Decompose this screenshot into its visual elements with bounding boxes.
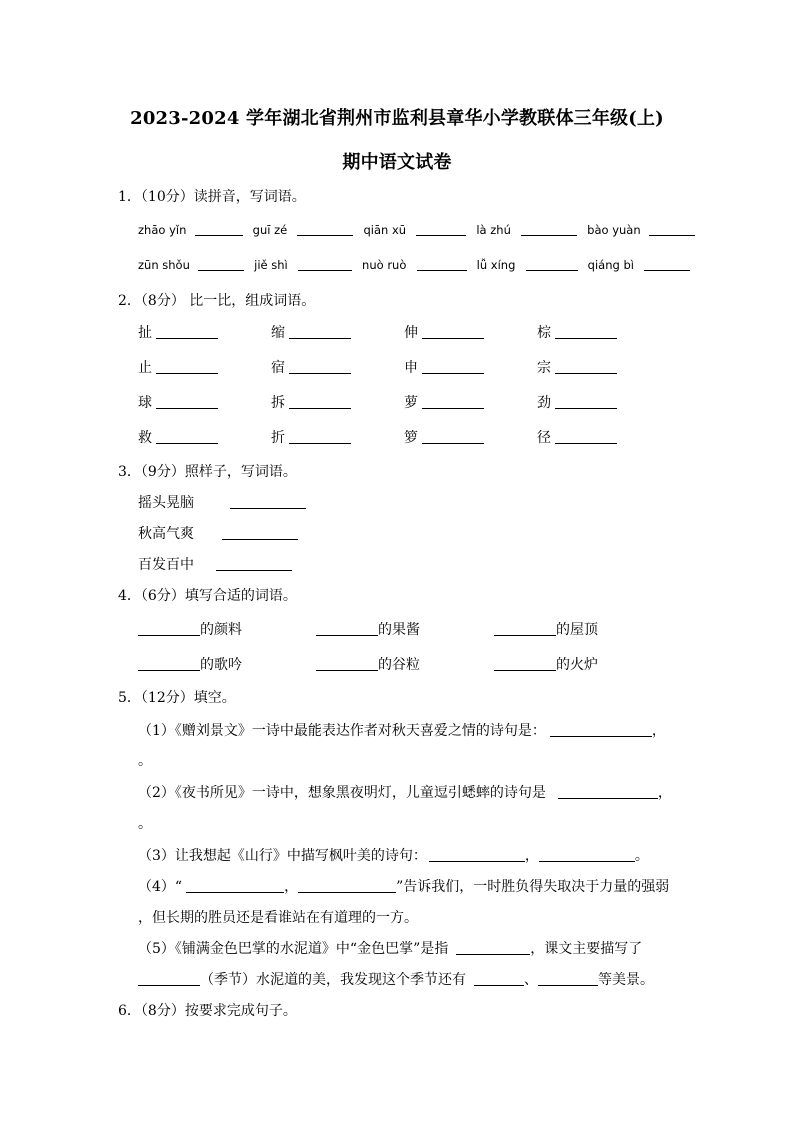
answer-blank[interactable] (539, 847, 635, 862)
answer-blank[interactable] (526, 256, 578, 271)
exam-title-line2: 期中语文试卷 (342, 152, 452, 173)
pinyin-item: bào yuàn (587, 223, 641, 237)
answer-blank[interactable] (494, 621, 556, 636)
answer-blank[interactable] (422, 429, 484, 444)
q4-cell (138, 654, 242, 674)
phrase-suffix: 的火炉 (556, 657, 598, 673)
punctuation: ， (651, 723, 666, 739)
q4-cell (316, 619, 420, 639)
q2-cell (537, 357, 617, 377)
answer-blank[interactable] (422, 324, 484, 339)
q5-part1 (138, 720, 666, 740)
punctuation: 、 (524, 972, 538, 988)
question-text: ，课文主要描写了 (530, 941, 643, 957)
q5-part3 (138, 845, 649, 865)
pinyin-item: qiān xū (363, 223, 407, 237)
character: 萝 (404, 395, 418, 411)
answer-blank[interactable] (555, 359, 617, 374)
question-text: 等美景。 (598, 972, 654, 988)
answer-blank[interactable] (298, 256, 352, 271)
answer-blank[interactable] (429, 847, 525, 862)
answer-blank[interactable] (138, 621, 200, 636)
character: 扯 (138, 325, 152, 341)
answer-blank[interactable] (289, 394, 351, 409)
q2-cell (537, 392, 617, 412)
question-text: （季节）水泥道的美，我发现这个季节还有 (200, 972, 466, 988)
pinyin-item: là zhú (476, 223, 511, 237)
q2-cell (138, 357, 218, 377)
answer-blank[interactable] (156, 429, 218, 444)
answer-blank[interactable] (289, 429, 351, 444)
q1-row1 (138, 221, 695, 238)
answer-blank[interactable] (230, 494, 306, 509)
character: 折 (271, 430, 285, 446)
character: 伸 (404, 325, 418, 341)
q5-part5-cont (138, 969, 654, 989)
character: 缩 (271, 325, 285, 341)
q5-part2 (138, 782, 672, 802)
answer-blank[interactable] (195, 221, 243, 236)
answer-blank[interactable] (156, 324, 218, 339)
q1-heading: 1．（10分）读拼音，写词语。 (118, 189, 306, 205)
answer-blank[interactable] (138, 656, 200, 671)
character: 拆 (271, 395, 285, 411)
q4-cell (316, 654, 420, 674)
punctuation: ， (657, 785, 672, 801)
answer-blank[interactable] (416, 221, 466, 236)
answer-blank[interactable] (156, 394, 218, 409)
phrase-suffix: 的颜料 (200, 622, 242, 638)
answer-blank[interactable] (521, 221, 577, 236)
q2-cell (537, 322, 617, 342)
character: 宗 (537, 360, 551, 376)
punctuation: ， (524, 848, 539, 864)
q5-part4-cont: ，但长期的胜员还是看谁站在有道理的一方。 (138, 910, 418, 926)
answer-blank[interactable] (222, 525, 298, 540)
answer-blank[interactable] (558, 784, 658, 799)
phrase-suffix: 的屋顶 (556, 622, 598, 638)
character: 箩 (404, 430, 418, 446)
answer-blank[interactable] (494, 656, 556, 671)
q3-item (138, 492, 306, 512)
pinyin-item: zhāo yǐn (138, 223, 187, 237)
q3-heading: 3．（9分）照样子，写词语。 (118, 464, 297, 480)
answer-blank[interactable] (316, 621, 378, 636)
phrase-suffix: 的果酱 (378, 622, 420, 638)
q2-cell (404, 392, 484, 412)
answer-blank[interactable] (649, 221, 695, 236)
q5-part5 (138, 938, 642, 958)
character: 宿 (271, 360, 285, 376)
q2-cell (404, 322, 484, 342)
q4-cell (494, 654, 598, 674)
character: 劲 (537, 395, 551, 411)
q2-cell (404, 427, 484, 447)
pinyin-item: guī zé (252, 223, 288, 237)
question-text: （4）“ (138, 879, 183, 895)
q1-row2 (138, 256, 690, 273)
pinyin-item: jiě shì (254, 258, 288, 272)
answer-blank[interactable] (456, 940, 530, 955)
answer-blank[interactable] (138, 971, 200, 986)
answer-blank[interactable] (644, 256, 690, 271)
question-text: （1）《赠刘景文》一诗中最能表达作者对秋天喜爱之情的诗句是： (138, 723, 546, 739)
exam-title-line1: 2023-2024 学年湖北省荆州市监利县章华小学教联体三年级(上) (130, 108, 664, 129)
q5-part2-cont: 。 (138, 816, 152, 832)
q5-part1-cont: 。 (138, 753, 152, 769)
q2-heading: 2．（8分） 比一比，组成词语。 (118, 293, 316, 309)
q5-heading: 5．（12分）填空。 (118, 690, 236, 706)
q2-cell (271, 322, 351, 342)
character: 申 (404, 360, 418, 376)
character: 球 (138, 395, 152, 411)
phrase-suffix: 的谷粒 (378, 657, 420, 673)
q2-cell (537, 427, 617, 447)
question-text: ”告诉我们，一时胜负得失取决于力量的强弱 (396, 879, 670, 895)
pinyin-item: nuò ruò (362, 258, 407, 272)
answer-blank[interactable] (289, 324, 351, 339)
answer-blank[interactable] (417, 256, 467, 271)
question-text: （5）《铺满金色巴掌的水泥道》中“金色巴掌”是指 (138, 941, 449, 957)
example-phrase: 摇头晃脑 (138, 495, 194, 511)
answer-blank[interactable] (289, 359, 351, 374)
phrase-suffix: 的歌吟 (200, 657, 242, 673)
answer-blank[interactable] (550, 722, 652, 737)
answer-blank[interactable] (186, 878, 284, 893)
answer-blank[interactable] (555, 394, 617, 409)
q2-cell (138, 322, 218, 342)
answer-blank[interactable] (297, 221, 353, 236)
q2-cell (271, 392, 351, 412)
q3-item (138, 554, 292, 574)
answer-blank[interactable] (156, 359, 218, 374)
q5-part4 (138, 876, 669, 896)
pinyin-item: qiáng bì (587, 258, 634, 272)
answer-blank[interactable] (555, 324, 617, 339)
q4-cell (138, 619, 242, 639)
character: 止 (138, 360, 152, 376)
pinyin-item: zūn shǒu (138, 258, 190, 272)
question-text: （3）让我想起《山行》中描写枫叶美的诗句： (138, 848, 427, 864)
q4-heading: 4．（6分）填写合适的词语。 (118, 588, 297, 604)
question-text: （2）《夜书所见》一诗中，想象黑夜明灯，儿童逗引蟋蟀的诗句是 (138, 785, 546, 801)
answer-blank[interactable] (422, 359, 484, 374)
answer-blank[interactable] (216, 556, 292, 571)
character: 救 (138, 430, 152, 446)
punctuation: ， (284, 879, 299, 895)
q2-cell (404, 357, 484, 377)
punctuation: 。 (634, 848, 649, 864)
answer-blank[interactable] (538, 971, 598, 986)
q2-cell (138, 427, 218, 447)
character: 棕 (537, 325, 551, 341)
answer-blank[interactable] (198, 256, 244, 271)
answer-blank[interactable] (298, 878, 396, 893)
pinyin-item: lǚ xíng (476, 258, 516, 272)
q6-heading: 6．（8分）按要求完成句子。 (118, 1003, 297, 1019)
q2-cell (271, 427, 351, 447)
example-phrase: 百发百中 (138, 557, 194, 573)
answer-blank[interactable] (555, 429, 617, 444)
q2-cell (138, 392, 218, 412)
character: 径 (537, 430, 551, 446)
example-phrase: 秋高气爽 (138, 526, 194, 542)
q2-cell (271, 357, 351, 377)
answer-blank[interactable] (316, 656, 378, 671)
q3-item (138, 523, 298, 543)
q4-cell (494, 619, 598, 639)
answer-blank[interactable] (422, 394, 484, 409)
answer-blank[interactable] (474, 971, 524, 986)
